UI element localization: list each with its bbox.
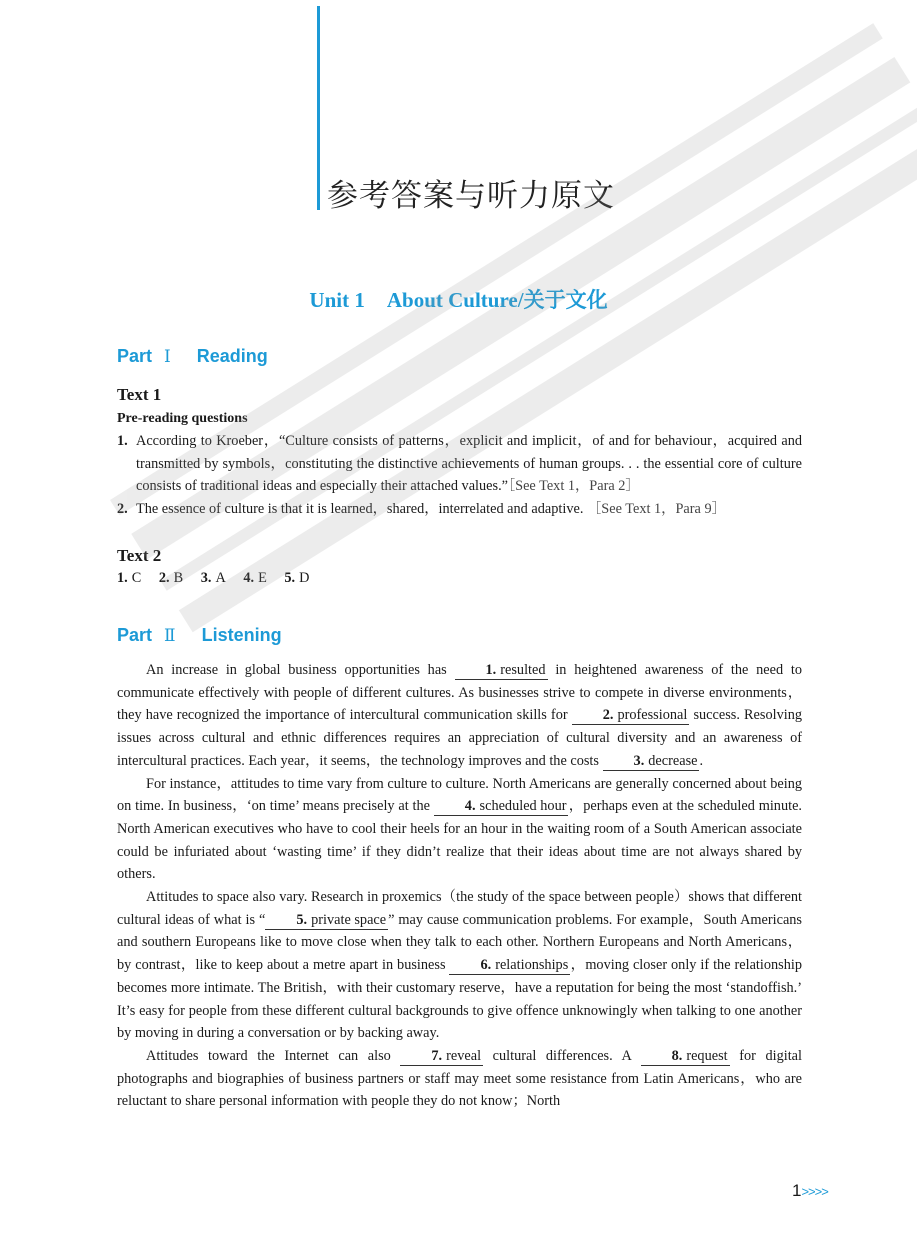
answer-number: 4.: [243, 570, 255, 586]
question-reference: ［See Text 1，Para 2］: [507, 478, 640, 495]
unit-number: Unit 1: [309, 288, 365, 312]
blank-answer: professional: [617, 707, 688, 724]
answer-letter: D: [299, 570, 310, 586]
passage-text: Attitudes toward the Internet can also: [146, 1047, 391, 1064]
answer-number: 2.: [158, 570, 170, 586]
prereading-question-list: [117, 430, 802, 521]
blank-answer: scheduled hour: [479, 798, 567, 815]
part-2-heading: [117, 625, 282, 646]
blank-5: [265, 911, 388, 930]
passage-text: For instance，attitudes to time vary from culture to culture. North Americans are generally concerned about being on time. In business，‘on time’ means precisely at the: [117, 775, 802, 815]
blank-number: 5.: [296, 911, 308, 928]
passage-text: ，moving closer only if the relationship becomes more intimate. The British，with their customary reserve，have a reputation for being the most ‘standoffish.’ It’s easy for people from these different cultural backgrounds to give offence unknowingly when talking to one another by moving in during a conversation or by backing away.: [117, 957, 803, 1042]
part-1-roman: Ⅰ: [164, 347, 171, 367]
passage-text: success. Resolving issues across cultural and ethnic differences requires an appreciation of cultural diversity and an awareness of intercultural practices. Each year，it seems，the technology improves and the costs: [117, 707, 802, 769]
page-number: 1: [792, 1181, 802, 1200]
blank-number: 4.: [464, 798, 476, 815]
part-2-roman: Ⅱ: [164, 626, 176, 646]
passage-paragraph: [117, 886, 802, 1045]
question-item: [117, 498, 802, 521]
blank-2: [572, 706, 690, 725]
blank-number: 7.: [431, 1047, 443, 1064]
passage-text: An increase in global business opportunities has: [146, 662, 447, 678]
question-answer: According to Kroeber，“Culture consists of patterns，explicit and implicit，of and for behaviour，acquired and transmitted by symbols，constituting the distinctive achievements of human groups. . . the essential core of culture consists of traditional ideas and especially their attached values.”: [136, 433, 802, 495]
blank-number: 6.: [480, 957, 492, 974]
blank-7: [400, 1047, 483, 1066]
prereading-heading: Pre-reading questions: [117, 411, 248, 426]
question-number: 2.: [117, 501, 128, 518]
blank-answer: decrease: [648, 752, 698, 769]
answer-letter: B: [173, 570, 184, 586]
question-item: [117, 430, 802, 498]
passage-text: ，perhaps even at the scheduled minute. North American executives who have to cool their heels for an hour in the waiting room of a South American associate could be infuriated about ‘wasting time’ if they didn’t realize that their ideas about time are not always shared by others.: [117, 798, 802, 883]
blank-6: [449, 956, 570, 975]
passage-text: cultural differences. A: [492, 1047, 632, 1064]
passage-paragraph: [117, 1045, 802, 1113]
question-answer: The essence of culture is that it is learned，shared，interrelated and adaptive.: [136, 501, 584, 518]
blank-answer: request: [686, 1047, 728, 1064]
answer-letter: C: [131, 570, 142, 586]
passage-text: .: [699, 752, 704, 769]
blank-3: [603, 752, 700, 771]
answer-letter: E: [258, 570, 267, 586]
blank-number: 3.: [633, 752, 645, 769]
blank-answer: relationships: [495, 957, 569, 974]
part-2-word: Part: [117, 625, 153, 645]
blank-answer: reveal: [446, 1047, 482, 1064]
blank-number: 1.: [485, 662, 497, 678]
question-reference: ［See Text 1，Para 9］: [586, 501, 726, 518]
text-2-answers: [117, 570, 322, 587]
blank-answer: private space: [311, 911, 387, 928]
answer-number: 1.: [117, 570, 128, 586]
passage-paragraph: [117, 659, 802, 773]
listening-passage: [117, 659, 802, 1113]
unit-name: About Culture/关于文化: [386, 288, 608, 312]
passage-text: for digital photographs and biographies of business partners or staff may meet some resistance from Latin Americans，who are reluctant to share personal information with people they do not know；North: [117, 1047, 802, 1110]
passage-paragraph: [117, 773, 802, 887]
part-1-heading: [117, 346, 268, 367]
blank-1: [455, 661, 548, 680]
chapter-rule: [317, 6, 320, 210]
unit-title: [0, 284, 917, 314]
blank-4: [434, 797, 569, 816]
chapter-title: 参考答案与听力原文: [327, 178, 615, 214]
answer-letter: A: [215, 570, 226, 586]
blank-8: [641, 1047, 730, 1066]
blank-number: 2.: [602, 707, 614, 724]
passage-text: in heightened awareness of the need to communicate effectively with people of different cultures. As businesses strive to compete in diverse environments，they have recognized the importance of intercultural communication skills for: [117, 662, 803, 724]
part-1-word: Part: [117, 346, 153, 366]
blank-answer: resulted: [500, 662, 546, 678]
page-footer: [792, 1181, 828, 1201]
passage-text: Attitudes to space also vary. Research in proxemics（the study of the space between people）shows that different cultural ideas of what is “: [117, 889, 802, 928]
answer-number: 5.: [284, 570, 296, 586]
text-2-heading: Text 2: [117, 546, 162, 565]
part-1-label: Reading: [196, 346, 268, 366]
part-2-label: Listening: [201, 625, 282, 645]
arrows-icon: >>>>: [801, 1184, 828, 1199]
text-1-heading: Text 1: [117, 385, 162, 404]
answer-number: 3.: [200, 570, 212, 586]
question-number: 1.: [117, 433, 128, 449]
passage-text: ” may cause communication problems. For example，South Americans and southern Europeans like to move close when they talk to each other. Northern Europeans and North Americans，by contrast，like to keep about a metre apart in business: [117, 911, 802, 974]
blank-number: 8.: [671, 1047, 683, 1064]
